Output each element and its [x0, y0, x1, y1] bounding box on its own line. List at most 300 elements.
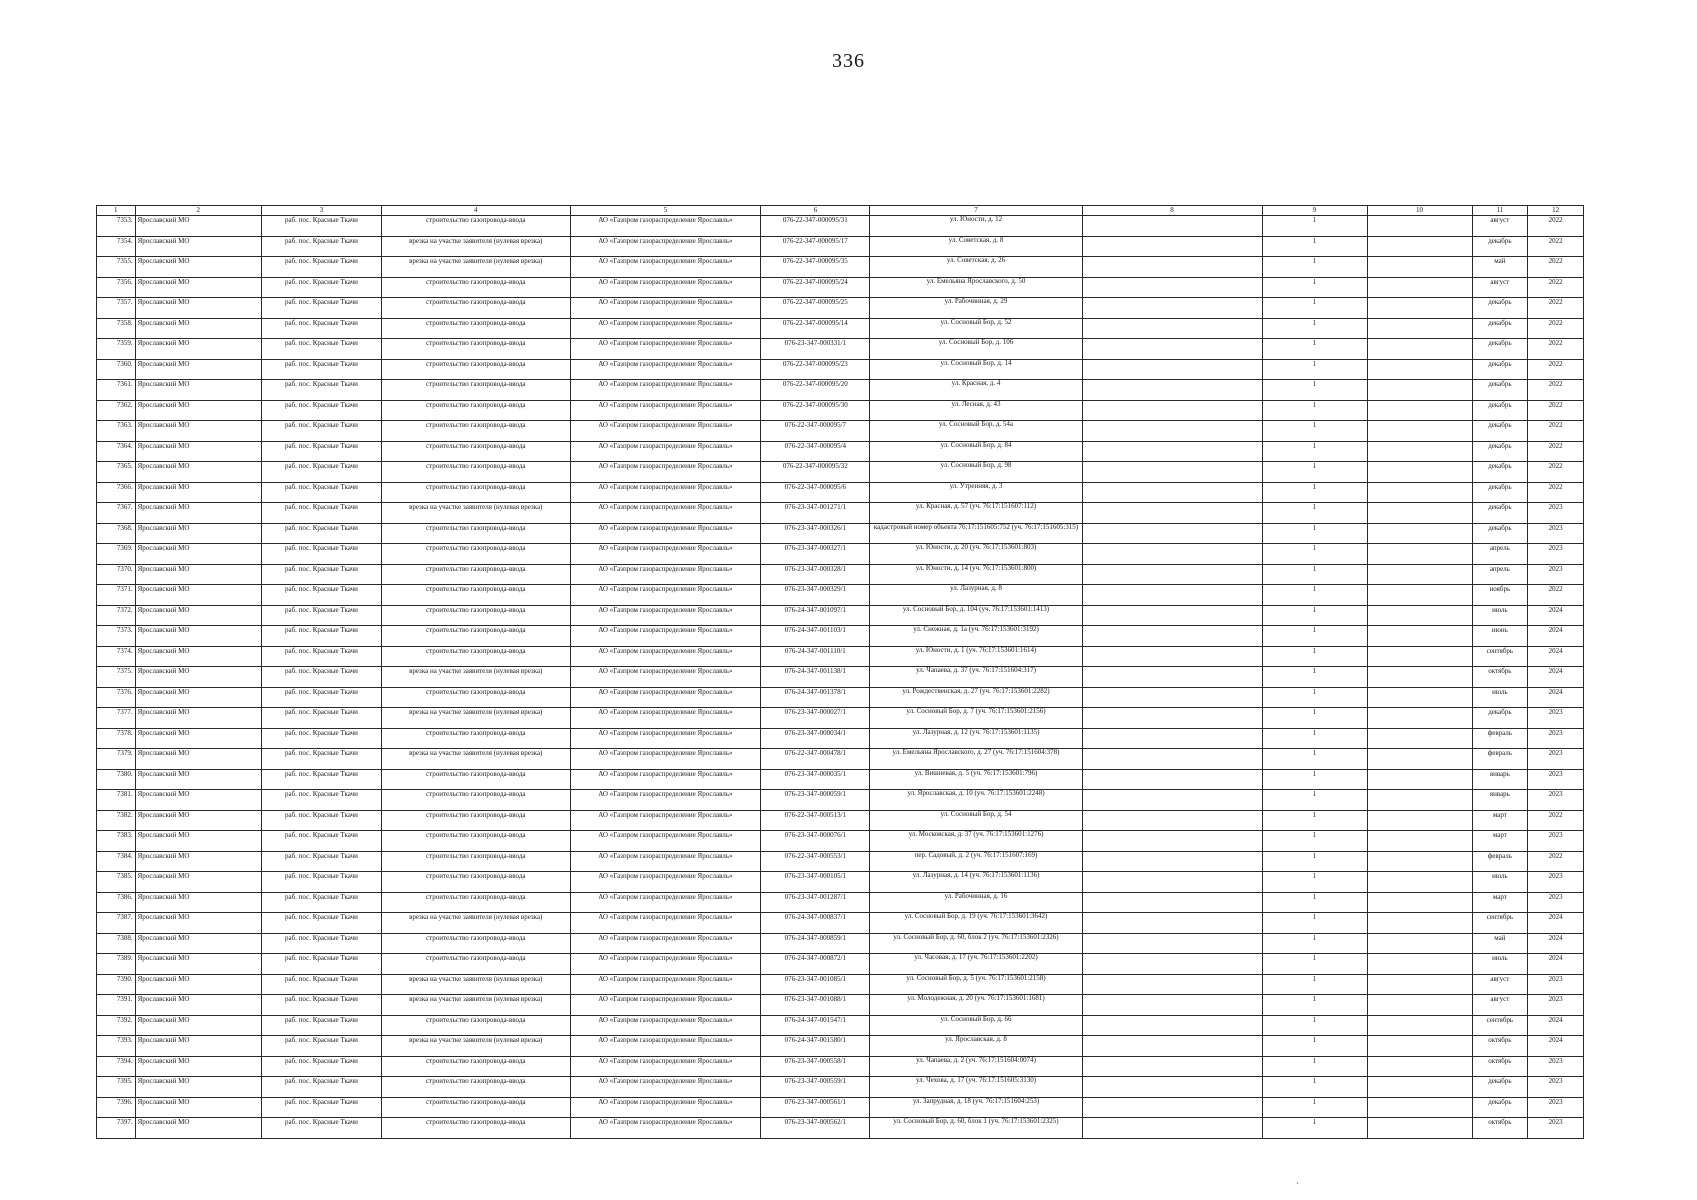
column-header-7: 7: [870, 206, 1082, 216]
cell-col-10: [1367, 400, 1472, 421]
cell-address: ул. Сосновый Бор, д. 104 (уч. 76:17:153601:1413): [870, 605, 1082, 626]
table-row: [97, 831, 1584, 852]
cell-settlement: раб. пос. Красные Ткачи: [261, 339, 381, 360]
cell-month: июль: [1472, 687, 1528, 708]
cell-year: 2022: [1528, 216, 1584, 237]
cell-organization: АО «Газпром газораспределение Ярославль»: [570, 749, 761, 770]
cell-row-number: 7375.: [97, 667, 136, 688]
cell-address: ул. Лесная, д. 43: [870, 400, 1082, 421]
cell-municipality: Ярославский МО: [135, 298, 261, 319]
cell-settlement: раб. пос. Красные Ткачи: [261, 236, 381, 257]
cell-month: март: [1472, 810, 1528, 831]
cell-col-8: [1082, 913, 1262, 934]
cell-row-number: 7368.: [97, 523, 136, 544]
column-header-4: 4: [381, 206, 570, 216]
cell-municipality: Ярославский МО: [135, 605, 261, 626]
table-header: [97, 206, 1584, 216]
cell-work-type: врезка на участке заявителя (нулевая врезка): [381, 995, 570, 1016]
cell-application-number: 076-24-347-001138/1: [761, 667, 870, 688]
cell-work-type: врезка на участке заявителя (нулевая врезка): [381, 749, 570, 770]
cell-col-8: [1082, 892, 1262, 913]
cell-col-10: [1367, 1097, 1472, 1118]
cell-year: 2023: [1528, 564, 1584, 585]
cell-organization: АО «Газпром газораспределение Ярославль»: [570, 216, 761, 237]
cell-month: сентябрь: [1472, 1015, 1528, 1036]
cell-month: февраль: [1472, 851, 1528, 872]
cell-municipality: Ярославский МО: [135, 503, 261, 524]
cell-application-number: 076-24-347-001547/1: [761, 1015, 870, 1036]
table-row: [97, 564, 1584, 585]
cell-address: ул. Рабочинная, д. 29: [870, 298, 1082, 319]
cell-col-10: [1367, 790, 1472, 811]
cell-address: ул. Ярославская, д. 10 (уч. 76:17:153601:2248): [870, 790, 1082, 811]
cell-address: ул. Часовая, д. 17 (уч. 76:17:153601:2202): [870, 954, 1082, 975]
cell-address: ул. Рабочинная, д. 16: [870, 892, 1082, 913]
cell-organization: АО «Газпром газораспределение Ярославль»: [570, 851, 761, 872]
cell-quantity: 1: [1262, 236, 1367, 257]
cell-row-number: 7394.: [97, 1056, 136, 1077]
cell-organization: АО «Газпром газораспределение Ярославль»: [570, 585, 761, 606]
cell-month: январь: [1472, 790, 1528, 811]
cell-address: ул. Емельяна Ярославского, д. 50: [870, 277, 1082, 298]
cell-work-type: строительство газопровода-ввода: [381, 1056, 570, 1077]
cell-row-number: 7356.: [97, 277, 136, 298]
cell-col-8: [1082, 728, 1262, 749]
cell-month: декабрь: [1472, 236, 1528, 257]
cell-row-number: 7391.: [97, 995, 136, 1016]
cell-work-type: строительство газопровода-ввода: [381, 646, 570, 667]
cell-address: ул. Лазурная, д. 8: [870, 585, 1082, 606]
cell-settlement: раб. пос. Красные Ткачи: [261, 503, 381, 524]
cell-application-number: 076-24-347-000837/1: [761, 913, 870, 934]
cell-application-number: 076-23-347-000562/1: [761, 1118, 870, 1139]
cell-row-number: 7363.: [97, 421, 136, 442]
cell-application-number: 076-23-347-001088/1: [761, 995, 870, 1016]
column-header-5: 5: [570, 206, 761, 216]
cell-quantity: 1: [1262, 257, 1367, 278]
cell-quantity: 1: [1262, 318, 1367, 339]
cell-row-number: 7369.: [97, 544, 136, 565]
cell-settlement: раб. пос. Красные Ткачи: [261, 851, 381, 872]
cell-address: ул. Сосновый Бор, д. 14: [870, 359, 1082, 380]
cell-col-10: [1367, 359, 1472, 380]
cell-work-type: строительство газопровода-ввода: [381, 339, 570, 360]
cell-quantity: 1: [1262, 1056, 1367, 1077]
cell-col-10: [1367, 605, 1472, 626]
cell-settlement: раб. пос. Красные Ткачи: [261, 626, 381, 647]
cell-year: 2022: [1528, 257, 1584, 278]
cell-organization: АО «Газпром газораспределение Ярославль»: [570, 954, 761, 975]
cell-row-number: 7376.: [97, 687, 136, 708]
cell-col-10: [1367, 769, 1472, 790]
cell-col-10: [1367, 318, 1472, 339]
cell-settlement: раб. пос. Красные Ткачи: [261, 482, 381, 503]
cell-row-number: 7386.: [97, 892, 136, 913]
cell-municipality: Ярославский МО: [135, 1118, 261, 1139]
cell-col-8: [1082, 400, 1262, 421]
cell-col-10: [1367, 626, 1472, 647]
table-row: [97, 892, 1584, 913]
cell-organization: АО «Газпром газораспределение Ярославль»: [570, 318, 761, 339]
cell-settlement: раб. пос. Красные Ткачи: [261, 585, 381, 606]
table-row: [97, 482, 1584, 503]
cell-work-type: строительство газопровода-ввода: [381, 769, 570, 790]
page-number: 336: [832, 50, 865, 72]
cell-col-10: [1367, 749, 1472, 770]
cell-col-8: [1082, 995, 1262, 1016]
column-header-1: 1: [97, 206, 136, 216]
cell-col-10: [1367, 277, 1472, 298]
cell-organization: АО «Газпром газораспределение Ярославль»: [570, 1097, 761, 1118]
table-row: [97, 728, 1584, 749]
cell-work-type: строительство газопровода-ввода: [381, 585, 570, 606]
table-row: [97, 441, 1584, 462]
table-row: [97, 1097, 1584, 1118]
cell-quantity: 1: [1262, 585, 1367, 606]
cell-municipality: Ярославский МО: [135, 1015, 261, 1036]
cell-quantity: 1: [1262, 872, 1367, 893]
cell-municipality: Ярославский МО: [135, 667, 261, 688]
cell-year: 2024: [1528, 646, 1584, 667]
cell-address: ул. Сосновый Бор, д. 19 (уч. 76:17:153601:3642): [870, 913, 1082, 934]
cell-row-number: 7385.: [97, 872, 136, 893]
table-row: [97, 646, 1584, 667]
cell-month: декабрь: [1472, 359, 1528, 380]
cell-col-8: [1082, 318, 1262, 339]
cell-municipality: Ярославский МО: [135, 318, 261, 339]
cell-work-type: строительство газопровода-ввода: [381, 482, 570, 503]
cell-col-10: [1367, 216, 1472, 237]
cell-address: ул. Сосновый Бор, д. 54а: [870, 421, 1082, 442]
cell-application-number: 076-22-347-000095/24: [761, 277, 870, 298]
cell-application-number: 076-22-347-000095/14: [761, 318, 870, 339]
cell-col-8: [1082, 585, 1262, 606]
cell-year: 2023: [1528, 892, 1584, 913]
cell-col-10: [1367, 1015, 1472, 1036]
cell-row-number: 7364.: [97, 441, 136, 462]
cell-municipality: Ярославский МО: [135, 769, 261, 790]
cell-municipality: Ярославский МО: [135, 872, 261, 893]
cell-col-8: [1082, 564, 1262, 585]
cell-organization: АО «Газпром газораспределение Ярославль»: [570, 277, 761, 298]
cell-organization: АО «Газпром газораспределение Ярославль»: [570, 646, 761, 667]
cell-col-10: [1367, 933, 1472, 954]
cell-application-number: 076-23-347-000059/1: [761, 790, 870, 811]
cell-year: 2022: [1528, 298, 1584, 319]
cell-address: ул. Лазурная, д. 14 (уч. 76:17:153601:1136): [870, 872, 1082, 893]
column-header-2: 2: [135, 206, 261, 216]
cell-work-type: строительство газопровода-ввода: [381, 318, 570, 339]
cell-year: 2022: [1528, 359, 1584, 380]
cell-application-number: 076-23-347-000027/1: [761, 708, 870, 729]
cell-settlement: раб. пос. Красные Ткачи: [261, 831, 381, 852]
cell-work-type: строительство газопровода-ввода: [381, 1015, 570, 1036]
table-row: [97, 544, 1584, 565]
registry-sheet: [96, 205, 1584, 1139]
cell-month: декабрь: [1472, 1097, 1528, 1118]
cell-municipality: Ярославский МО: [135, 913, 261, 934]
column-header-11: 11: [1472, 206, 1528, 216]
cell-year: 2023: [1528, 503, 1584, 524]
cell-month: октябрь: [1472, 667, 1528, 688]
cell-application-number: 076-22-347-000095/4: [761, 441, 870, 462]
cell-application-number: 076-22-347-000095/7: [761, 421, 870, 442]
cell-settlement: раб. пос. Красные Ткачи: [261, 380, 381, 401]
cell-municipality: Ярославский МО: [135, 482, 261, 503]
cell-address: ул. Емельяна Ярославского, д. 27 (уч. 76:17:151604:378): [870, 749, 1082, 770]
cell-col-8: [1082, 954, 1262, 975]
cell-col-8: [1082, 1097, 1262, 1118]
cell-row-number: 7392.: [97, 1015, 136, 1036]
cell-municipality: Ярославский МО: [135, 749, 261, 770]
cell-work-type: строительство газопровода-ввода: [381, 359, 570, 380]
cell-organization: АО «Газпром газораспределение Ярославль»: [570, 339, 761, 360]
table-row: [97, 503, 1584, 524]
table-row: [97, 769, 1584, 790]
cell-year: 2022: [1528, 810, 1584, 831]
table-row: [97, 1118, 1584, 1139]
cell-year: 2022: [1528, 277, 1584, 298]
cell-month: октябрь: [1472, 1056, 1528, 1077]
cell-row-number: 7373.: [97, 626, 136, 647]
cell-application-number: 076-24-347-001097/1: [761, 605, 870, 626]
cell-work-type: врезка на участке заявителя (нулевая врезка): [381, 236, 570, 257]
cell-address: ул. Лазурная, д. 12 (уч. 76:17:153601:1135): [870, 728, 1082, 749]
cell-quantity: 1: [1262, 728, 1367, 749]
column-header-3: 3: [261, 206, 381, 216]
cell-application-number: 076-24-347-001103/1: [761, 626, 870, 647]
cell-organization: АО «Газпром газораспределение Ярославль»: [570, 564, 761, 585]
cell-address: ул. Молодежная, д. 20 (уч. 76:17:153601:1681): [870, 995, 1082, 1016]
cell-application-number: 076-23-347-000326/1: [761, 523, 870, 544]
cell-organization: АО «Газпром газораспределение Ярославль»: [570, 1118, 761, 1139]
table-row: [97, 667, 1584, 688]
cell-municipality: Ярославский МО: [135, 687, 261, 708]
cell-row-number: 7377.: [97, 708, 136, 729]
cell-quantity: 1: [1262, 708, 1367, 729]
cell-row-number: 7390.: [97, 974, 136, 995]
cell-organization: АО «Газпром газораспределение Ярославль»: [570, 708, 761, 729]
cell-organization: АО «Газпром газораспределение Ярославль»: [570, 831, 761, 852]
cell-row-number: 7359.: [97, 339, 136, 360]
table-row: [97, 626, 1584, 647]
cell-settlement: раб. пос. Красные Ткачи: [261, 769, 381, 790]
cell-work-type: строительство газопровода-ввода: [381, 400, 570, 421]
cell-col-8: [1082, 503, 1262, 524]
cell-quantity: 1: [1262, 646, 1367, 667]
cell-year: 2022: [1528, 380, 1584, 401]
cell-col-8: [1082, 236, 1262, 257]
cell-organization: АО «Газпром газораспределение Ярославль»: [570, 667, 761, 688]
cell-col-8: [1082, 872, 1262, 893]
cell-col-8: [1082, 1015, 1262, 1036]
cell-year: 2024: [1528, 626, 1584, 647]
cell-municipality: Ярославский МО: [135, 236, 261, 257]
cell-quantity: 1: [1262, 339, 1367, 360]
cell-col-8: [1082, 933, 1262, 954]
cell-municipality: Ярославский МО: [135, 646, 261, 667]
cell-col-8: [1082, 544, 1262, 565]
cell-settlement: раб. пос. Красные Ткачи: [261, 277, 381, 298]
cell-month: декабрь: [1472, 708, 1528, 729]
cell-row-number: 7370.: [97, 564, 136, 585]
cell-month: декабрь: [1472, 298, 1528, 319]
cell-application-number: 076-22-347-000095/20: [761, 380, 870, 401]
cell-application-number: 076-22-347-000513/1: [761, 810, 870, 831]
cell-month: апрель: [1472, 544, 1528, 565]
cell-month: март: [1472, 892, 1528, 913]
cell-address: ул. Сосновый Бор, д. 98: [870, 462, 1082, 483]
cell-col-10: [1367, 1118, 1472, 1139]
cell-row-number: 7362.: [97, 400, 136, 421]
cell-work-type: врезка на участке заявителя (нулевая врезка): [381, 503, 570, 524]
cell-settlement: раб. пос. Красные Ткачи: [261, 1097, 381, 1118]
cell-quantity: 1: [1262, 995, 1367, 1016]
cell-address: ул. Запрудная, д. 18 (уч. 76:17:151604:253): [870, 1097, 1082, 1118]
cell-row-number: 7395.: [97, 1077, 136, 1098]
cell-address: ул. Сосновый Бор, д. 60, блок 2 (уч. 76:17:153601:2326): [870, 933, 1082, 954]
cell-col-10: [1367, 646, 1472, 667]
cell-application-number: 076-22-347-000095/30: [761, 400, 870, 421]
cell-year: 2022: [1528, 400, 1584, 421]
table-row: [97, 933, 1584, 954]
cell-application-number: 076-24-347-000872/1: [761, 954, 870, 975]
table-row: [97, 605, 1584, 626]
cell-settlement: раб. пос. Красные Ткачи: [261, 1077, 381, 1098]
cell-municipality: Ярославский МО: [135, 1077, 261, 1098]
cell-work-type: строительство газопровода-ввода: [381, 1118, 570, 1139]
cell-organization: АО «Газпром газораспределение Ярославль»: [570, 974, 761, 995]
cell-municipality: Ярославский МО: [135, 523, 261, 544]
cell-col-8: [1082, 1077, 1262, 1098]
cell-col-10: [1367, 1077, 1472, 1098]
cell-organization: АО «Газпром газораспределение Ярославль»: [570, 995, 761, 1016]
cell-row-number: 7371.: [97, 585, 136, 606]
cell-quantity: 1: [1262, 1015, 1367, 1036]
cell-year: 2023: [1528, 544, 1584, 565]
cell-month: март: [1472, 831, 1528, 852]
cell-row-number: 7387.: [97, 913, 136, 934]
scan-mark: ˎ: [1296, 1174, 1299, 1184]
cell-municipality: Ярославский МО: [135, 851, 261, 872]
cell-address: ул. Юности, д. 14 (уч. 76:17:153601:800): [870, 564, 1082, 585]
cell-year: 2022: [1528, 236, 1584, 257]
cell-settlement: раб. пос. Красные Ткачи: [261, 687, 381, 708]
cell-col-10: [1367, 421, 1472, 442]
cell-work-type: строительство газопровода-ввода: [381, 933, 570, 954]
cell-application-number: 076-23-347-000328/1: [761, 564, 870, 585]
cell-settlement: раб. пос. Красные Ткачи: [261, 872, 381, 893]
cell-col-10: [1367, 564, 1472, 585]
cell-quantity: 1: [1262, 1036, 1367, 1057]
cell-quantity: 1: [1262, 359, 1367, 380]
cell-application-number: 076-23-347-000561/1: [761, 1097, 870, 1118]
table-row: [97, 339, 1584, 360]
cell-application-number: 076-22-347-000095/31: [761, 216, 870, 237]
cell-organization: АО «Газпром газораспределение Ярославль»: [570, 687, 761, 708]
cell-quantity: 1: [1262, 626, 1367, 647]
cell-organization: АО «Газпром газораспределение Ярославль»: [570, 892, 761, 913]
cell-address: ул. Сосновый Бор, д. 7 (уч. 76:17:153601:2156): [870, 708, 1082, 729]
cell-address: ул. Сосновый Бор, д. 60, блок 1 (уч. 76:17:153601:2325): [870, 1118, 1082, 1139]
cell-year: 2023: [1528, 523, 1584, 544]
cell-year: 2024: [1528, 933, 1584, 954]
cell-year: 2023: [1528, 974, 1584, 995]
cell-col-10: [1367, 974, 1472, 995]
table-row: [97, 298, 1584, 319]
cell-month: декабрь: [1472, 421, 1528, 442]
cell-settlement: раб. пос. Красные Ткачи: [261, 544, 381, 565]
cell-address: ул. Красная, д. 4: [870, 380, 1082, 401]
cell-col-8: [1082, 810, 1262, 831]
cell-month: июнь: [1472, 626, 1528, 647]
cell-municipality: Ярославский МО: [135, 708, 261, 729]
cell-settlement: раб. пос. Красные Ткачи: [261, 1036, 381, 1057]
cell-address: ул. Юности, д. 20 (уч. 76:17:153601:803): [870, 544, 1082, 565]
cell-quantity: 1: [1262, 544, 1367, 565]
cell-application-number: 076-24-347-001378/1: [761, 687, 870, 708]
column-header-8: 8: [1082, 206, 1262, 216]
table-row: [97, 995, 1584, 1016]
cell-work-type: строительство газопровода-ввода: [381, 605, 570, 626]
cell-settlement: раб. пос. Красные Ткачи: [261, 298, 381, 319]
cell-col-8: [1082, 687, 1262, 708]
cell-col-10: [1367, 892, 1472, 913]
cell-application-number: 076-23-347-001271/1: [761, 503, 870, 524]
cell-row-number: 7355.: [97, 257, 136, 278]
cell-address: ул. Снежная, д. 1а (уч. 76:17:153601:3192): [870, 626, 1082, 647]
cell-settlement: раб. пос. Красные Ткачи: [261, 400, 381, 421]
cell-year: 2024: [1528, 687, 1584, 708]
cell-month: декабрь: [1472, 441, 1528, 462]
cell-settlement: раб. пос. Красные Ткачи: [261, 441, 381, 462]
cell-settlement: раб. пос. Красные Ткачи: [261, 1056, 381, 1077]
cell-address: ул. Красная, д. 57 (уч. 76:17:151607:112): [870, 503, 1082, 524]
cell-row-number: 7372.: [97, 605, 136, 626]
cell-year: 2023: [1528, 831, 1584, 852]
cell-month: декабрь: [1472, 380, 1528, 401]
cell-month: декабрь: [1472, 523, 1528, 544]
cell-quantity: 1: [1262, 400, 1367, 421]
cell-year: 2023: [1528, 995, 1584, 1016]
cell-application-number: 076-23-347-000034/1: [761, 728, 870, 749]
cell-month: декабрь: [1472, 462, 1528, 483]
cell-year: 2024: [1528, 913, 1584, 934]
cell-year: 2024: [1528, 954, 1584, 975]
cell-col-8: [1082, 257, 1262, 278]
table-row: [97, 523, 1584, 544]
cell-col-10: [1367, 1056, 1472, 1077]
cell-application-number: 076-22-347-000095/35: [761, 257, 870, 278]
cell-settlement: раб. пос. Красные Ткачи: [261, 749, 381, 770]
cell-application-number: 076-23-347-000035/1: [761, 769, 870, 790]
cell-col-10: [1367, 298, 1472, 319]
cell-quantity: 1: [1262, 769, 1367, 790]
cell-month: июль: [1472, 872, 1528, 893]
cell-year: 2024: [1528, 1036, 1584, 1057]
cell-col-10: [1367, 687, 1472, 708]
cell-address: ул. Юности, д. 12: [870, 216, 1082, 237]
cell-quantity: 1: [1262, 667, 1367, 688]
cell-month: декабрь: [1472, 318, 1528, 339]
cell-municipality: Ярославский МО: [135, 216, 261, 237]
cell-col-8: [1082, 974, 1262, 995]
cell-col-10: [1367, 1036, 1472, 1057]
cell-work-type: строительство газопровода-ввода: [381, 421, 570, 442]
cell-quantity: 1: [1262, 831, 1367, 852]
cell-municipality: Ярославский МО: [135, 359, 261, 380]
cell-application-number: 076-23-347-001287/1: [761, 892, 870, 913]
